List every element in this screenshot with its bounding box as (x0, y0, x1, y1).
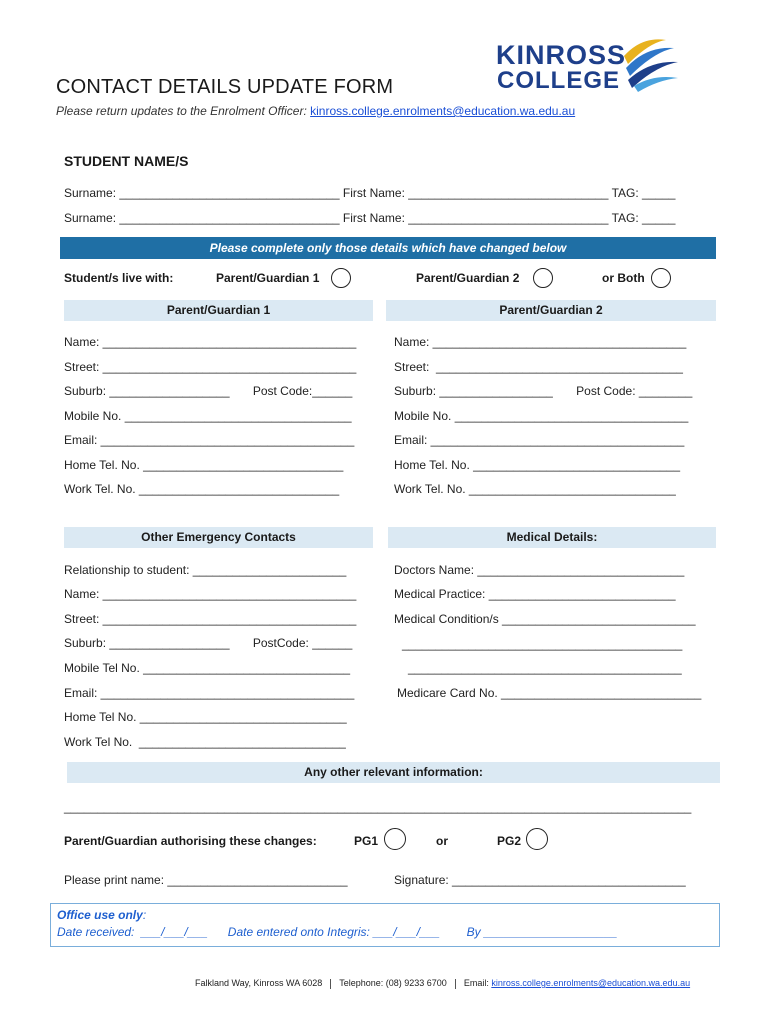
lives-with-pg1-radio[interactable] (331, 268, 351, 288)
other-info-heading: Any other relevant information: (67, 762, 720, 783)
authorising-label: Parent/Guardian authorising these changes: (64, 834, 317, 848)
pg1-name-field[interactable]: Name: ______________________________________ (64, 335, 357, 349)
office-use-title (57, 908, 146, 922)
lives-with-pg2-label: Parent/Guardian 2 (416, 271, 520, 285)
print-name-field[interactable]: Please print name: ___________________________ (64, 873, 348, 887)
pg2-email-field[interactable]: Email: ______________________________________ (394, 433, 685, 447)
emergency-mobile-field[interactable]: Mobile Tel No. _______________________________ (64, 661, 351, 675)
logo-line1: KINROSS (496, 40, 627, 70)
changes-banner: Please complete only those details which have changed below (60, 237, 716, 259)
pg2-mobile-field[interactable]: Mobile No. ___________________________________ (394, 409, 689, 423)
form-title: CONTACT DETAILS UPDATE FORM (56, 76, 394, 98)
pg2-suburb-field[interactable]: Suburb: _________________ Post Code: ________ (394, 384, 693, 398)
lives-with-pg1-label: Parent/Guardian 1 (216, 271, 320, 285)
logo-line2: COLLEGE (497, 67, 621, 94)
office-use-colon: : (142, 908, 147, 922)
authorise-pg2-label: PG2 (497, 834, 522, 848)
footer-address: Falkland Way, Kinross WA 6028 (195, 978, 323, 988)
subtitle-text: Please return updates to the Enrolment Officer: (56, 104, 311, 118)
pg2-home-field[interactable]: Home Tel. No. _______________________________ (394, 458, 681, 472)
other-info-line[interactable]: ______________________________________________________________________________________________ (64, 800, 692, 814)
medical-condition-field[interactable]: Medical Condition/s _____________________________ (394, 612, 696, 626)
lives-with-pg2-radio[interactable] (533, 268, 553, 288)
authorise-pg2-radio[interactable] (526, 828, 548, 850)
pg2-name-field[interactable]: Name: ______________________________________ (394, 335, 687, 349)
footer-phone: Telephone: (08) 9233 6700 (339, 978, 447, 988)
footer-email-label: Email: (463, 978, 492, 988)
pg1-home-field[interactable]: Home Tel. No. ______________________________ (64, 458, 344, 472)
pg1-suburb-field[interactable]: Suburb: __________________ Post Code:______ (64, 384, 353, 398)
emergency-relationship-field[interactable]: Relationship to student: _______________________ (64, 563, 347, 577)
lives-with-both-radio[interactable] (651, 268, 671, 288)
pg1-work-field[interactable]: Work Tel. No. ______________________________ (64, 482, 340, 496)
pg1-email-field[interactable]: Email: ______________________________________ (64, 433, 355, 447)
kinross-college-logo (490, 30, 680, 96)
pg2-street-field[interactable]: Street: _____________________________________ (394, 360, 683, 374)
footer-separator (455, 979, 456, 989)
medicare-card-field[interactable]: Medicare Card No. ______________________________ (397, 686, 702, 700)
footer-separator (330, 979, 331, 989)
lives-with-both-label: or Both (602, 271, 645, 285)
medical-heading: Medical Details: (388, 527, 716, 548)
lives-with-label: Student/s live with: (64, 271, 174, 285)
pg1-heading: Parent/Guardian 1 (64, 300, 373, 321)
enrolments-email-link[interactable]: kinross.college.enrolments@education.wa.edu.au (310, 104, 576, 118)
pg2-heading: Parent/Guardian 2 (386, 300, 716, 321)
emergency-email-field[interactable]: Email: ______________________________________ (64, 686, 355, 700)
authorise-or-label: or (436, 834, 448, 848)
footer-email-link[interactable]: kinross.college.enrolments@education.wa.edu.au (491, 978, 691, 988)
student-row-2[interactable]: Surname: _________________________________ First Name: ______________________________ TAG: _____ (64, 211, 676, 225)
authorise-pg1-radio[interactable] (384, 828, 406, 850)
signature-field[interactable]: Signature: ___________________________________ (394, 873, 686, 887)
pg1-street-field[interactable]: Street: ______________________________________ (64, 360, 357, 374)
medical-condition-line-1[interactable]: __________________________________________ (402, 637, 683, 651)
medical-practice-field[interactable]: Medical Practice: ____________________________ (394, 587, 676, 601)
medical-condition-line-2[interactable]: _________________________________________ (408, 661, 682, 675)
pg1-mobile-field[interactable]: Mobile No. __________________________________ (64, 409, 352, 423)
emergency-name-field[interactable]: Name: ______________________________________ (64, 587, 357, 601)
medical-doctor-field[interactable]: Doctors Name: _______________________________ (394, 563, 685, 577)
form-subtitle (56, 104, 575, 118)
office-use-box (50, 903, 720, 947)
student-names-heading: STUDENT NAME/S (64, 153, 189, 169)
footer (195, 978, 690, 989)
pg2-work-field[interactable]: Work Tel. No. _______________________________ (394, 482, 676, 496)
office-use-dates[interactable]: Date received: ___/___/___ Date entered onto Integris: ___/___/___ By ____________________ (57, 925, 618, 939)
wave-emblem-icon (620, 34, 680, 92)
student-row-1[interactable]: Surname: _________________________________ First Name: ______________________________ TAG: _____ (64, 186, 676, 200)
emergency-street-field[interactable]: Street: ______________________________________ (64, 612, 357, 626)
emergency-heading: Other Emergency Contacts (64, 527, 373, 548)
emergency-suburb-field[interactable]: Suburb: __________________ PostCode: ______ (64, 636, 353, 650)
emergency-work-field[interactable]: Work Tel No. _______________________________ (64, 735, 346, 749)
office-use-label: Office use only (57, 908, 143, 922)
authorise-pg1-label: PG1 (354, 834, 379, 848)
emergency-home-field[interactable]: Home Tel No. _______________________________ (64, 710, 347, 724)
